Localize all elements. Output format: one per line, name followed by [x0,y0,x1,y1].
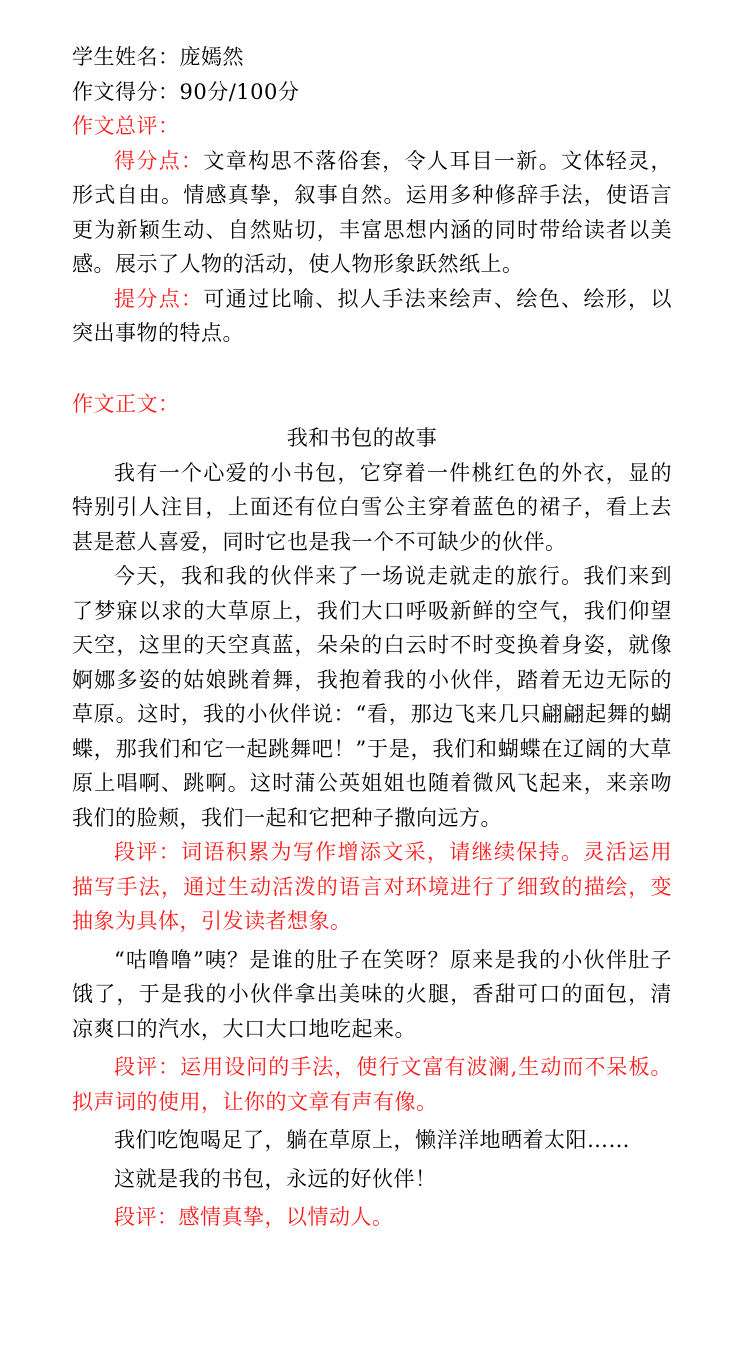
essay-paragraph-4: 我们吃饱喝足了，躺在草原上，懒洋洋地晒着太阳…… [114,1128,630,1152]
plus-text: 文章构思不落俗套，令人耳目一新。文体轻灵，形式自由。情感真挚，叙事自然。运用多种修辞手法，使语言更为新颖生动、自然贴切，丰富思想内涵的同时带给读者以美感。展示了人物的活动，使人物形象跃然纸上。 [72,148,673,276]
review-improve [72,282,672,351]
essay-paragraph-5: 这就是我的书包，永远的好伙伴！ [114,1166,437,1191]
essay-paragraph-1: 我有一个心爱的小书包，它穿着一件桃红色的外衣，显的特别引人注目，上面还有位白雪公主穿着蓝色的裙子，看上去甚是惹人喜爱，同时它也是我一个不可缺少的伙伴。 [72,460,672,554]
review-heading: 作文总评： [72,114,180,138]
score-value: 90分/100分 [179,79,300,104]
review-plus [72,144,672,282]
essay-heading: 作文正文： [72,391,180,416]
improve-label: 提分点： [114,286,204,311]
paragraph-comment-2: 段评：运用设问的手法，使行文富有波澜,生动而不呆板。拟声词的使用，让你的文章有声有像。 [72,1055,672,1114]
student-name-line [72,40,672,75]
plus-label: 得分点： [114,148,204,173]
score-label: 作文得分： [72,79,180,104]
paragraph-comment-1: 段评：词语积累为写作增添文采，请继续保持。灵活运用描写手法，通过生动活泼的语言对环境进行了细致的描绘，变抽象为具体，引发读者想象。 [72,840,672,933]
improve-text: 可通过比喻、拟人手法来绘声、绘色、绘形，以突出事物的特点。 [72,286,673,345]
student-name-label: 学生姓名： [72,45,180,69]
score-line [72,75,672,110]
spacer [72,351,672,387]
essay-paragraph-2: 今天，我和我的伙伴来了一场说走就走的旅行。我们来到了梦寐以求的大草原上，我们大口呼吸新鲜的空气，我们仰望天空，这里的天空真蓝，朵朵的白云时不时变换着身姿，就像婀娜多姿的姑娘跳着舞，我抱着我的小伙伴，踏着无边无际的草原。这时，我的小伙伴说：“看，那边飞来几只翩翩起舞的蝴蝶，那我们和它一起跳舞吧！”于是，我们和蝴蝶在辽阔的大草原上唱啊、跳啊。这时蒲公英姐姐也随着微风飞起来，来亲吻我们的脸颊，我们一起和它把种子撒向远方。 [72,564,672,830]
essay-title: 我和书包的故事 [286,426,438,450]
paragraph-comment-3: 段评：感情真挚，以情动人。 [114,1205,394,1229]
essay-paragraph-3: “咕噜噜”咦？是谁的肚子在笑呀？原来是我的小伙伴肚子饿了，于是我的小伙伴拿出美味的火腿，香甜可口的面包，清凉爽口的汽水，大口大口地吃起来。 [72,947,672,1041]
student-name: 庞嫣然 [179,45,244,69]
essay-page [72,40,672,1235]
